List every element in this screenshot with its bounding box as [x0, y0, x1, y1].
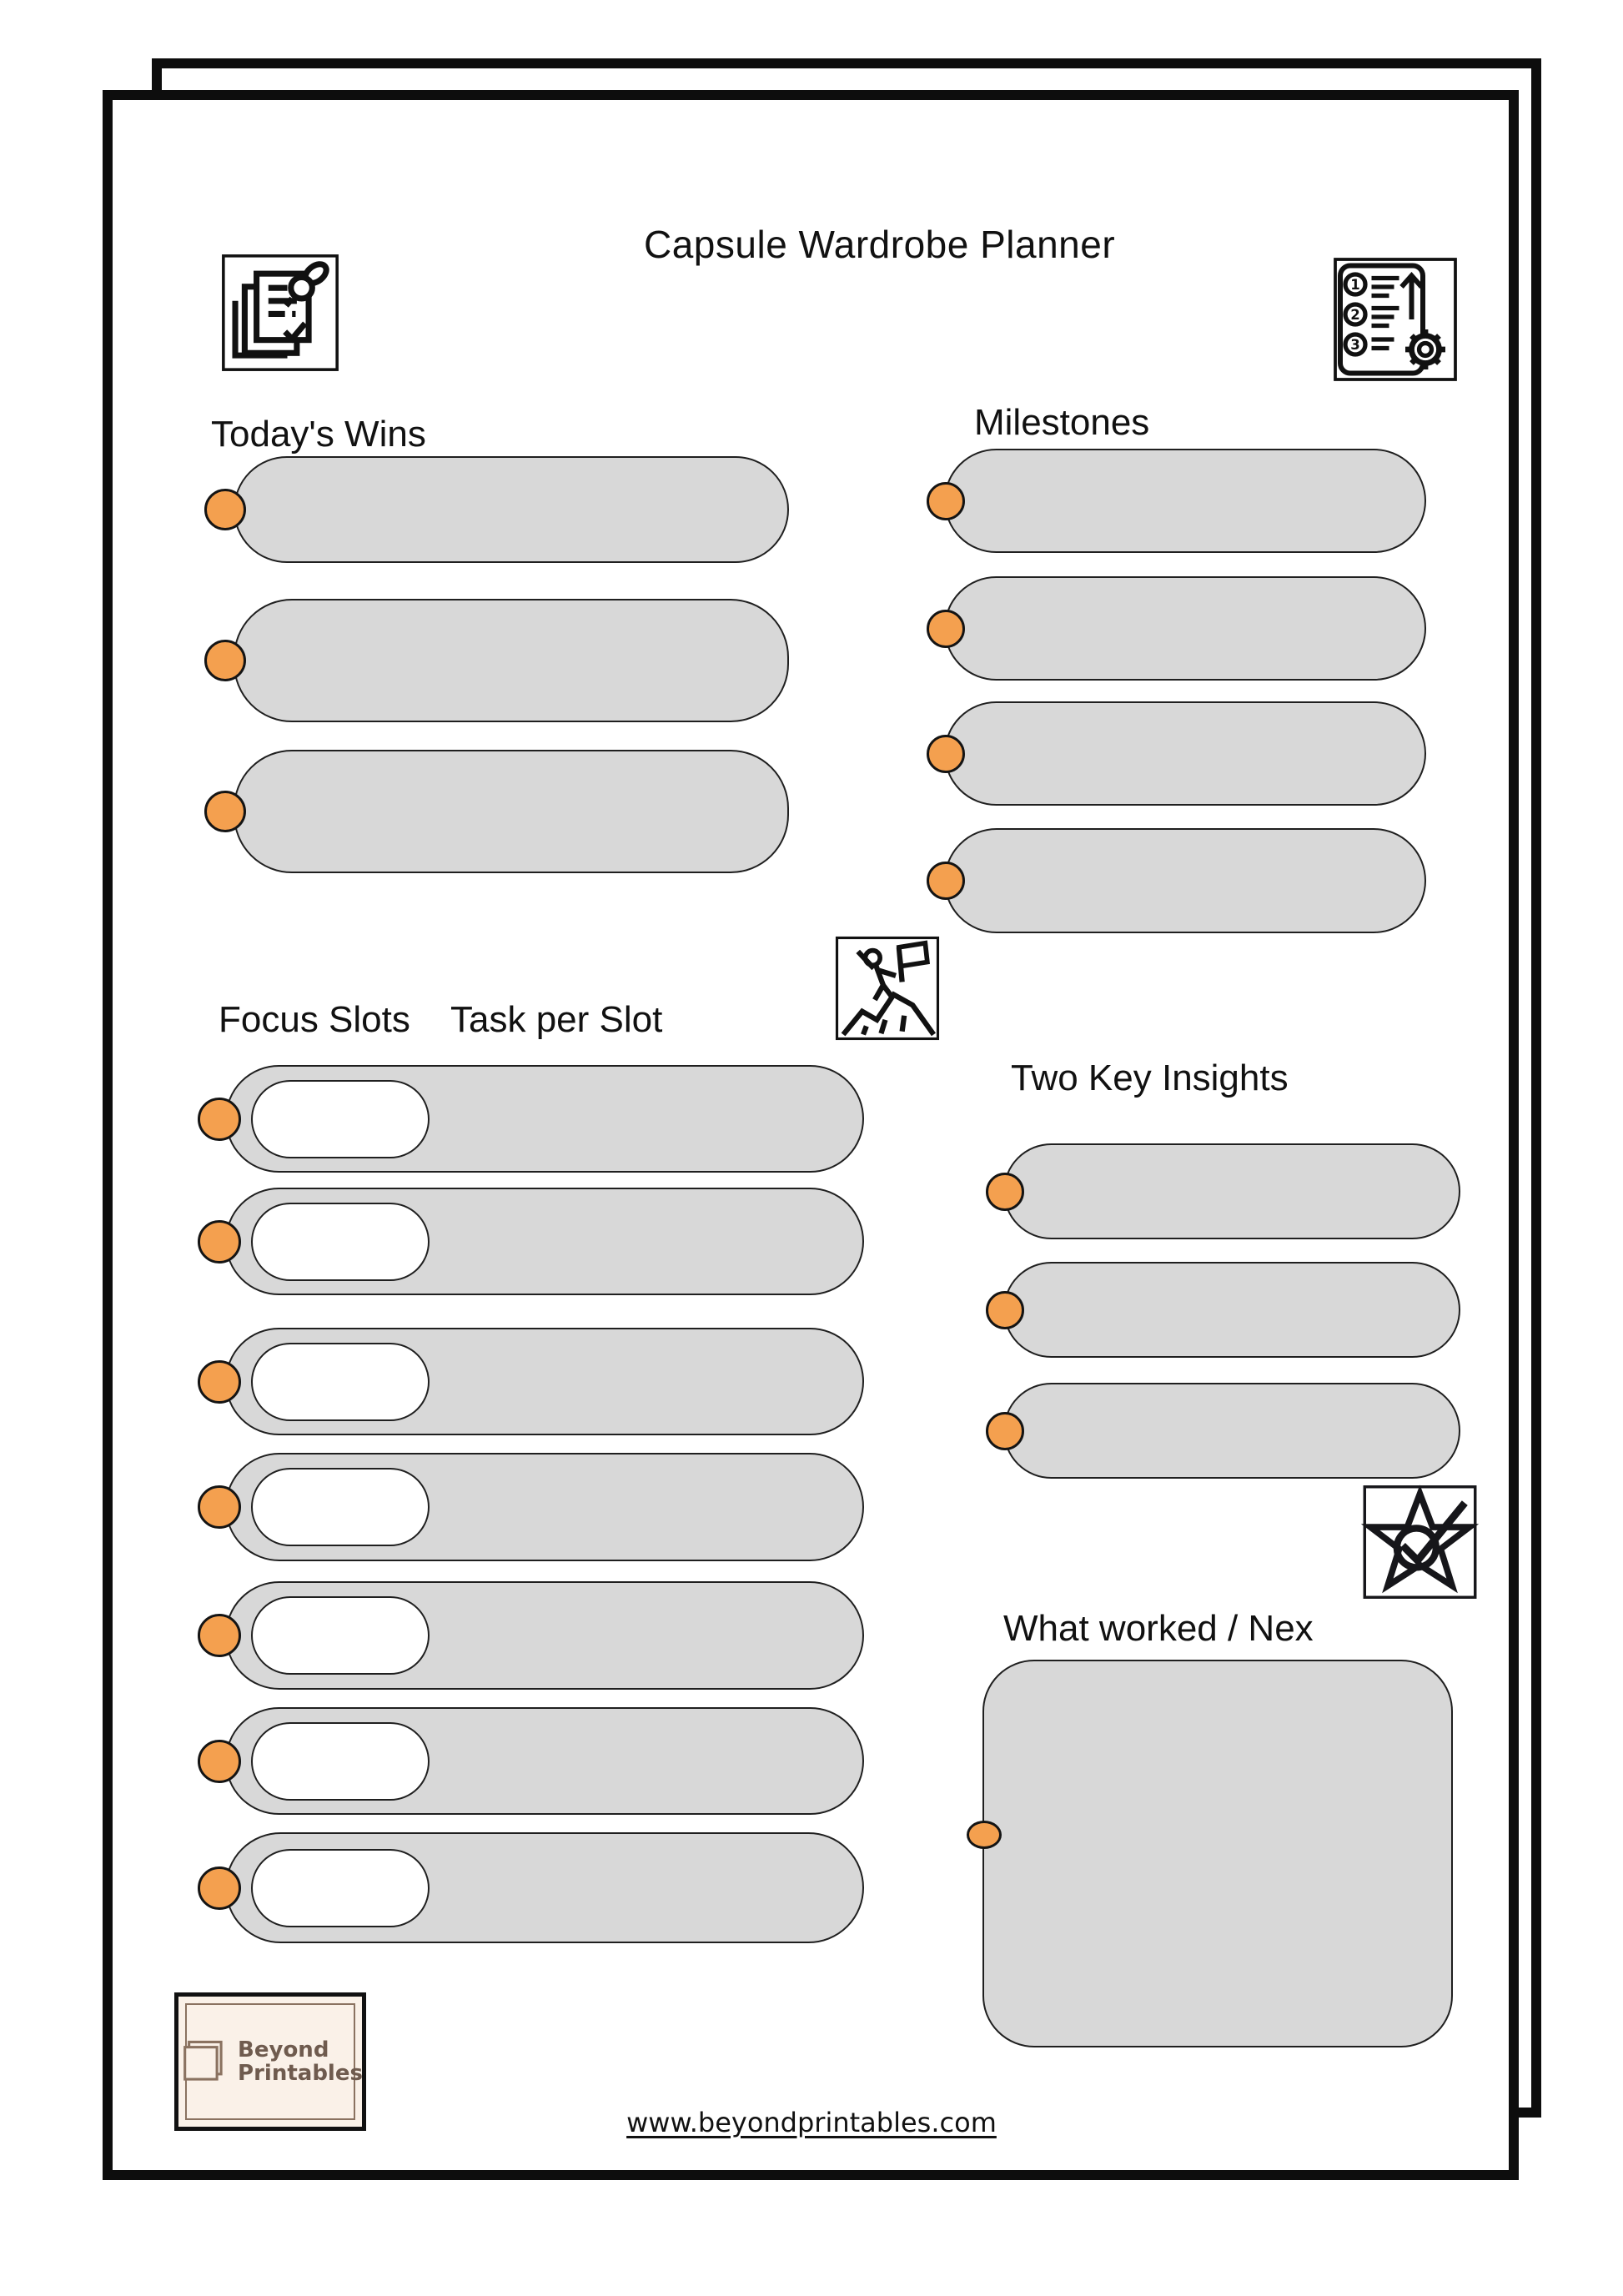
bullet-dot: [198, 1614, 241, 1657]
focus-slot[interactable]: [225, 1581, 864, 1690]
svg-text:2: 2: [1350, 307, 1360, 323]
task-per-slot-label: Task per Slot: [450, 999, 663, 1040]
bullet-dot: [198, 1220, 241, 1264]
milestone-slot[interactable]: [944, 828, 1426, 933]
insight-slot[interactable]: [1003, 1383, 1460, 1479]
insight-slot[interactable]: [1003, 1262, 1460, 1358]
milestone-slot[interactable]: [944, 576, 1426, 681]
bullet-dot: [927, 610, 965, 648]
website-link[interactable]: www.beyondprintables.com: [626, 2107, 997, 2138]
insight-slot[interactable]: [1003, 1143, 1460, 1239]
insights-label: Two Key Insights: [1011, 1058, 1289, 1098]
milestone-slot[interactable]: [944, 701, 1426, 806]
task-field[interactable]: [251, 1080, 430, 1158]
focus-slots-label: Focus Slots: [219, 999, 410, 1040]
task-field[interactable]: [251, 1203, 430, 1281]
focus-slot[interactable]: [225, 1707, 864, 1815]
brand-name: [238, 2038, 363, 2085]
review-notes-area[interactable]: [982, 1660, 1453, 2047]
notes-pushpin-icon: [221, 253, 339, 373]
bullet-dot: [198, 1740, 241, 1783]
mountain-flag-icon: [834, 936, 941, 1041]
bullet-dot: [198, 1485, 241, 1529]
focus-slot[interactable]: [225, 1328, 864, 1435]
focus-slot[interactable]: [225, 1832, 864, 1943]
star-check-icon: [1359, 1485, 1480, 1600]
milestone-slot[interactable]: [944, 449, 1426, 553]
bullet-dot: [927, 482, 965, 520]
task-field[interactable]: [251, 1596, 430, 1675]
stacked-squares-icon: [178, 2036, 229, 2088]
todays-wins-label: Today's Wins: [211, 414, 426, 455]
milestones-label: Milestones: [974, 402, 1150, 443]
task-field[interactable]: [251, 1468, 430, 1546]
brand-logo-inner: [185, 2003, 363, 2120]
todays-wins-slot[interactable]: [234, 750, 789, 873]
page-title: Capsule Wardrobe Planner: [644, 223, 1116, 266]
svg-text:1: 1: [1350, 277, 1360, 293]
numbered-list-gear-icon: [1333, 256, 1458, 383]
bullet-dot: [927, 735, 965, 773]
brand-name-line2: Printables: [238, 2061, 363, 2086]
bullet-dot: [198, 1866, 241, 1910]
task-field[interactable]: [251, 1343, 430, 1421]
focus-slot[interactable]: [225, 1065, 864, 1173]
task-field[interactable]: [251, 1849, 430, 1927]
svg-text:3: 3: [1350, 337, 1360, 353]
todays-wins-slot[interactable]: [234, 599, 789, 722]
bullet-dot: [986, 1173, 1024, 1211]
brand-name-line1: Beyond: [238, 2037, 329, 2062]
bullet-dot: [204, 489, 246, 530]
focus-slot[interactable]: [225, 1188, 864, 1295]
bullet-dot: [986, 1412, 1024, 1450]
focus-slot[interactable]: [225, 1453, 864, 1561]
todays-wins-slot[interactable]: [234, 456, 789, 563]
bullet-dot: [198, 1098, 241, 1141]
bullet-dot: [986, 1291, 1024, 1329]
bullet-dot: [927, 862, 965, 900]
review-label: What worked / Nex: [1003, 1608, 1314, 1649]
bullet-dot: [967, 1821, 1002, 1849]
task-field[interactable]: [251, 1722, 430, 1801]
bullet-dot: [204, 640, 246, 681]
bullet-dot: [198, 1360, 241, 1404]
bullet-dot: [204, 791, 246, 832]
